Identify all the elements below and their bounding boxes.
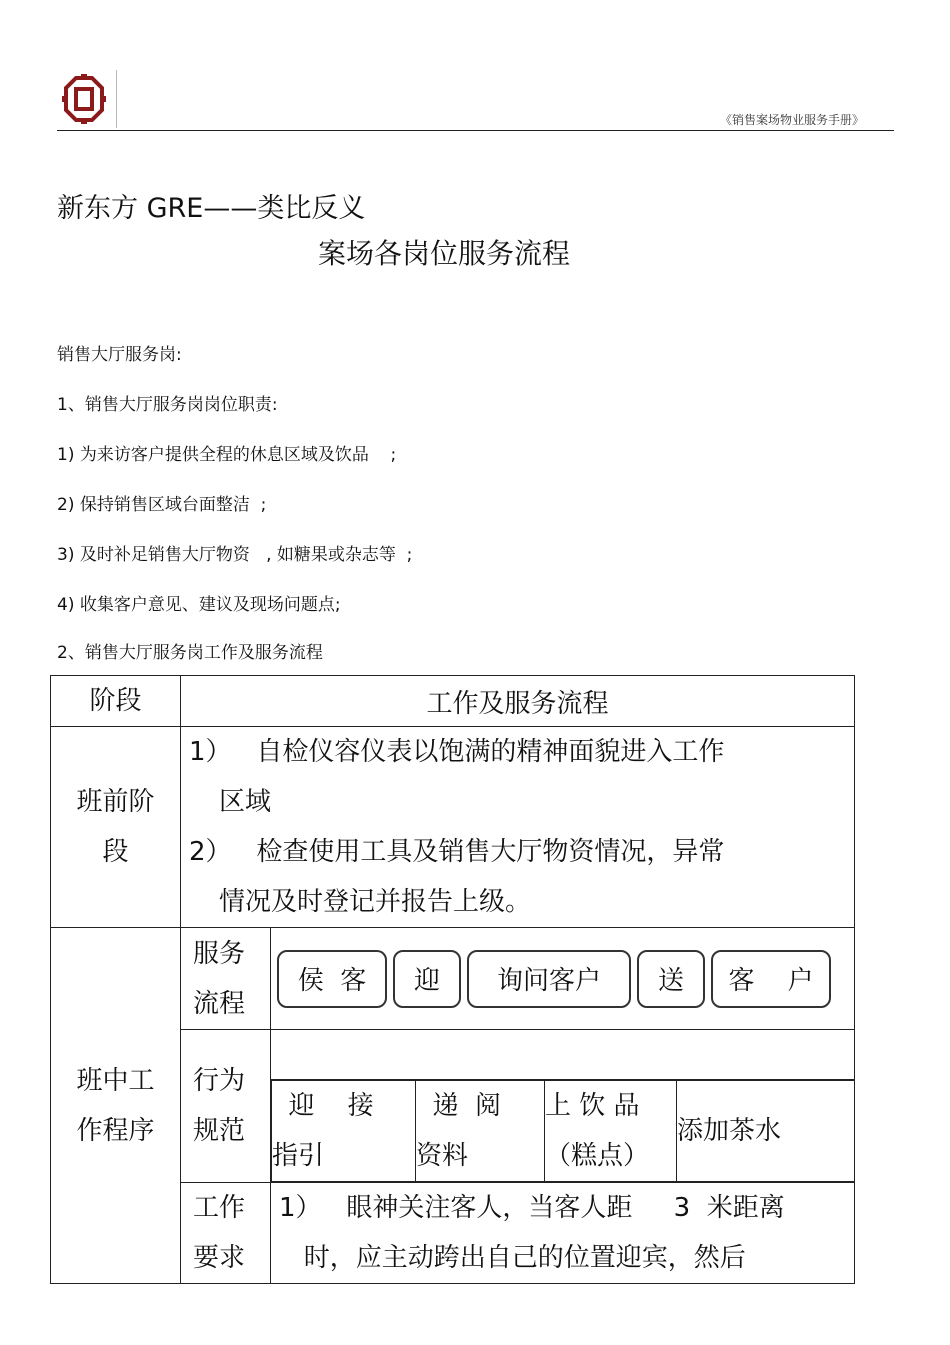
stage-mid-shift [51,928,181,1284]
behavior-label [181,1030,271,1183]
service-flow-table [50,675,855,1284]
work-requirement-label [181,1183,271,1284]
section-heading: 销售大厅服务岗: [57,345,182,365]
section-item: 3) 及时补足销售大厅物资 , 如糖果或杂志等 ; [57,545,413,565]
header-divider [57,130,894,131]
flow-step: 迎 [393,950,461,1008]
header-flow: 工作及服务流程 [181,676,855,727]
section-item: 1、销售大厅服务岗岗位职责: [57,395,278,415]
service-flow-steps [271,928,855,1030]
behavior-blank [271,1030,855,1080]
work-requirement-text [271,1183,855,1284]
section-item: 4) 收集客户意见、建议及现场问题点; [57,595,341,615]
label-text: 行为 [193,1066,246,1096]
company-logo [58,70,117,128]
stage-label: 班中工 [76,1065,155,1096]
behavior-item [677,1081,855,1182]
header-stage: 阶段 [51,676,181,727]
document-title: 新东方 GRE——类比反义 [57,193,366,224]
step-text: 区域 [219,787,272,817]
stage-label: 段 [102,837,129,867]
table-row [51,928,855,1030]
pre-shift-steps [181,727,855,928]
requirement-line: 1） 眼神关注客人，当客人距 3 米距离 [279,1193,785,1223]
label-text: 服务 [193,938,246,969]
flow-step: 询问客户 [467,950,631,1008]
behavior-text: 指引 [272,1141,325,1171]
behavior-text: 递 阅 [416,1091,502,1121]
behavior-item [545,1081,677,1182]
step-text: 2） 检查使用工具及销售大厅物资情况，异常 [189,837,725,867]
label-text: 要求 [193,1243,246,1273]
behavior-text: （糕点） [545,1141,650,1171]
section-item: 2、销售大厅服务岗工作及服务流程 [57,643,323,663]
step-text: 情况及时登记并报告上级。 [219,887,532,917]
stage-pre-shift [51,727,181,928]
behavior-text: 添加茶水 [677,1116,782,1146]
behavior-text: 上 饮 品 [545,1091,640,1121]
manual-title: 《销售案场物业服务手册》 [719,113,864,127]
behavior-text: 迎 接 [272,1091,374,1121]
behavior-item [272,1081,416,1182]
flow-step: 送 [637,950,705,1008]
requirement-line: 时，应主动跨出自己的位置迎宾，然后 [279,1243,746,1273]
behavior-cells [271,1080,855,1183]
document-subtitle: 案场各岗位服务流程 [318,237,571,270]
stage-label: 班前阶 [76,787,155,817]
section-item: 1) 为来访客户提供全程的休息区域及饮品 ; [57,445,397,465]
flow-step: 客 户 [711,950,831,1008]
service-flow-label [181,928,271,1030]
label-text: 流程 [193,988,246,1019]
label-text: 工作 [193,1193,246,1223]
step-text: 1） 自检仪容仪表以饱满的精神面貌进入工作 [189,737,725,767]
section-item: 2) 保持销售区域台面整洁 ; [57,495,267,515]
stage-label: 作程序 [76,1115,155,1146]
table-row [51,676,855,727]
behavior-text: 资料 [416,1141,469,1171]
label-text: 规范 [193,1116,246,1146]
table-row [51,727,855,928]
flow-step: 侯 客 [277,950,387,1008]
behavior-item [416,1081,545,1182]
